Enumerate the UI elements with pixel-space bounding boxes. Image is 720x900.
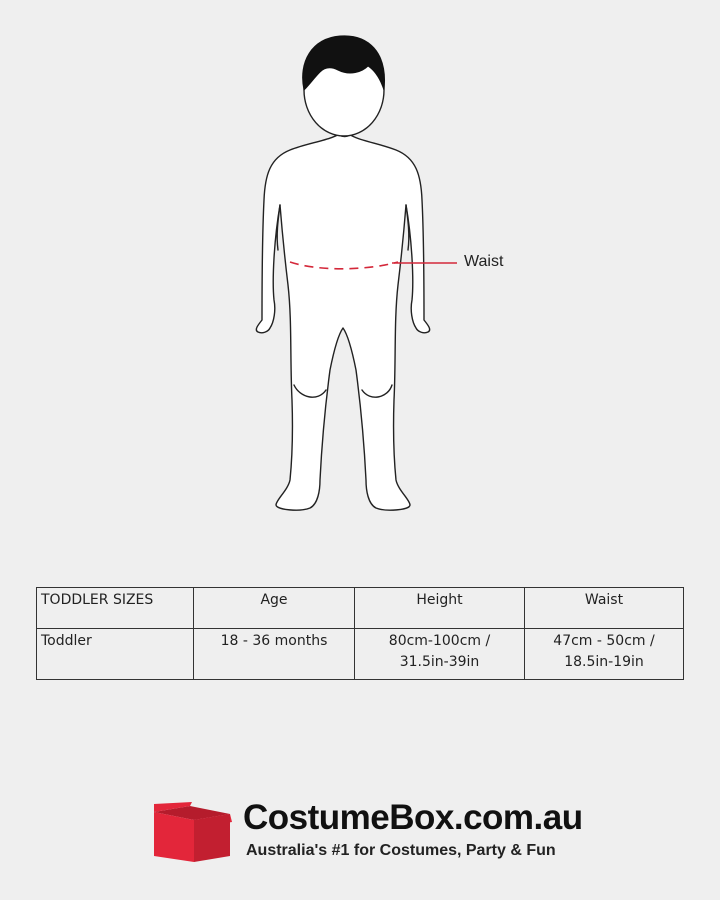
table-row xyxy=(37,629,684,680)
table-header-row xyxy=(37,588,684,629)
brand-tagline: Australia's #1 for Costumes, Party & Fun xyxy=(246,842,556,859)
cell-waist-line1: 47cm - 50cm / xyxy=(553,633,655,649)
box-icon xyxy=(150,802,234,866)
cell-waist-line2: 18.5in-19in xyxy=(564,654,644,670)
header-height: Height xyxy=(355,588,525,629)
brand-name: CostumeBox.com.au xyxy=(243,798,583,837)
waist-label: Waist xyxy=(464,253,504,270)
size-chart-table xyxy=(36,587,684,680)
header-age: Age xyxy=(194,588,355,629)
cell-height-line2: 31.5in-39in xyxy=(399,654,480,670)
header-waist: Waist xyxy=(525,588,684,629)
cell-waist xyxy=(525,629,684,680)
cell-size: Toddler xyxy=(37,629,194,680)
header-toddler-sizes: TODDLER SIZES xyxy=(37,588,194,629)
body-outline xyxy=(256,130,429,510)
cell-height xyxy=(355,629,525,680)
cell-height-line1: 80cm-100cm / xyxy=(388,633,491,649)
brand-footer xyxy=(150,798,583,870)
cell-age: 18 - 36 months xyxy=(194,629,355,680)
